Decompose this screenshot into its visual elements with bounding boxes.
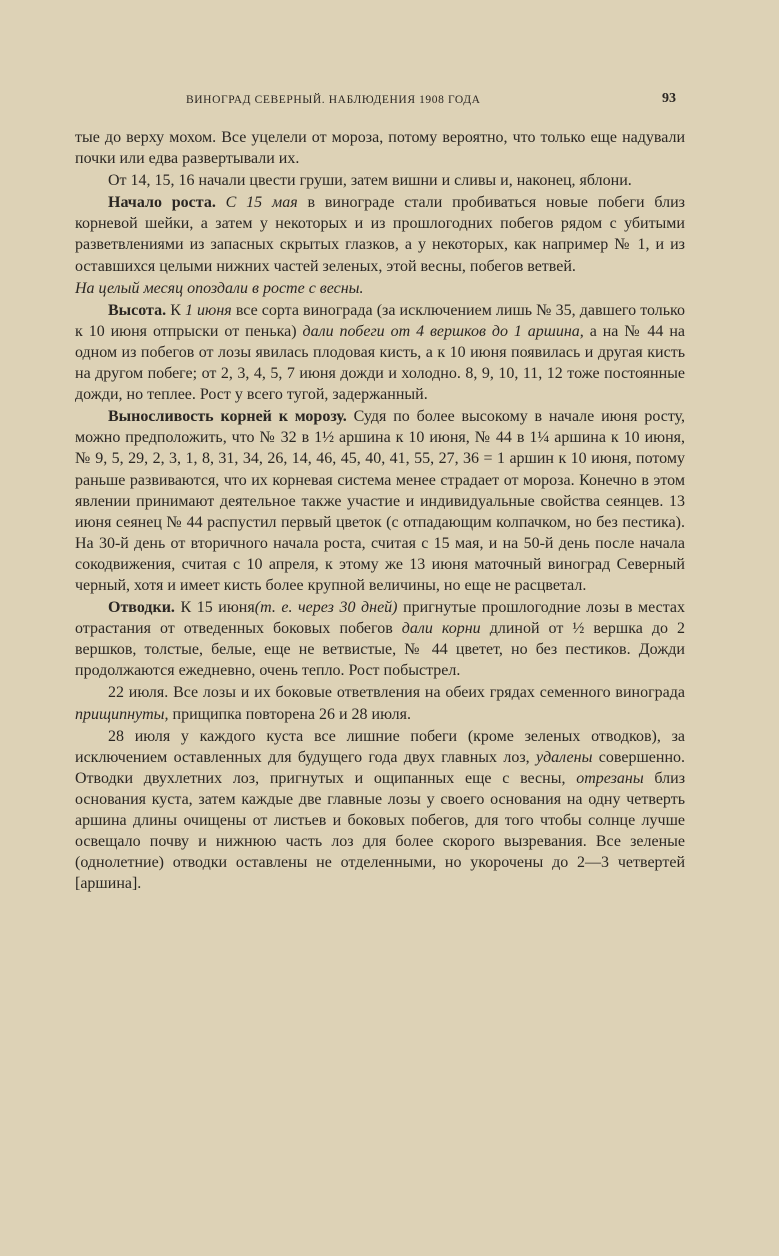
heading-frost: Выносливость корней к морозу. — [108, 408, 347, 426]
paragraph-july-28 — [75, 726, 685, 895]
height-text-b: все сорта винограда (за исключением лишь № 35, давшего только к 10 июня отпрыски от пенька) — [75, 301, 686, 340]
heading-growth-start: Начало роста. — [108, 194, 216, 212]
paragraph-layers — [75, 597, 685, 681]
emph-30-days: (т. е. через 30 дней) — [254, 599, 398, 617]
paragraph-growth-start — [75, 192, 685, 276]
emph-shoots: дали побеги от 4 вершков до 1 аршина, — [302, 322, 584, 340]
emph-removed: удалены — [536, 748, 593, 766]
july28-text-b: совершенно. Отводки двухлетних лоз, пригнутых и ощипанных еще с весны, — [75, 748, 686, 787]
month-late-text: На целый месяц опоздали в росте с весны. — [75, 279, 364, 297]
paragraph-1 — [75, 127, 685, 169]
heading-height: Высота. — [108, 301, 167, 319]
layers-text-b: пригнутые прошлогодние лозы в местах отрастания от отведенных боковых побегов — [75, 599, 686, 638]
body-text — [75, 127, 685, 894]
paragraph-july-22 — [75, 682, 685, 724]
july22-text-a: 22 июля. Все лозы и их боковые ответвления на обеих грядах семенного винограда — [108, 684, 685, 702]
layers-text-c: длиной от ½ вершка до 2 вершков, толстые, белые, еще не ветвистые, № 44 цветет, но без пестиков. Дожди продолжаются ежедневно, очень тепло. Рост побыстрел. — [75, 620, 686, 680]
july28-text-c: близ основания куста, затем каждые две главные лозы у своего основания на одну четверть аршина длины очищены от листьев и боковых побегов, для того чтобы солнце лучше освещало почву и нижнюю часть лоз для более скорого вызревания. Все зеленые (однолетние) отводки оставлены не отделенными, но укорочены до 2—3 четвертей [аршина]. — [75, 769, 686, 893]
paragraph-month-late — [75, 278, 685, 299]
emph-june-1: 1 июня — [184, 301, 232, 319]
emph-roots: дали корни — [401, 620, 481, 638]
heading-layers: Отводки. — [108, 599, 175, 617]
emph-cut: отрезаны — [576, 769, 644, 787]
page-number: 93 — [662, 91, 676, 106]
paragraph-frost — [75, 406, 685, 596]
height-text-c: а на № 44 на одном из побегов от лозы явилась плодовая кисть, а к 10 июня появилась и другая кисть на другом побеге; от 2, 3, 4, 5, 7 июня дожди и холодно. 8, 9, 10, 11, 12 тоже постоянные дожди, но теплее. Рост у всего тугой, задержанный. — [75, 322, 685, 404]
paragraph-2-text: От 14, 15, 16 начали цвести груши, затем вишни и сливы и, наконец, яблони. — [108, 172, 632, 190]
paragraph-1-text: тые до верху мохом. Все уцелели от мороза, потому вероятно, что только еще надували почки или едва развертывали их. — [75, 129, 685, 168]
paragraph-height — [75, 300, 685, 405]
layers-text-a: К 15 июня — [180, 599, 255, 617]
height-text-a: К — [170, 301, 181, 319]
paragraph-2 — [75, 170, 685, 191]
running-title: ВИНОГРАД СЕВЕРНЫЙ. НАБЛЮДЕНИЯ 1908 ГОДА — [186, 94, 481, 106]
emph-may-15: С 15 мая — [225, 194, 298, 212]
july28-text-a: 28 июля у каждого куста все лишние побеги (кроме зеленых отводков), за исключением оставленных для будущего года двух главных лоз, — [75, 727, 685, 766]
july22-text-b: прищипка повторена 26 и 28 июля. — [172, 705, 412, 723]
page-header — [0, 90, 779, 112]
emph-pinched: прищипнуты, — [75, 705, 169, 723]
growth-start-text: в винограде стали пробиваться новые побеги близ корневой шейки, а затем у некоторых и из прошлогодних побегов рядом с убитыми разветвлениями из запасных скрытых глазков, а у некоторых, как например № 1, и из оставшихся целыми нижних частей зеленых, этой весны, побегов ветвей. — [75, 194, 685, 275]
frost-text: Судя по более высокому в начале июня росту, можно предположить, что № 32 в 1½ аршина к 10 июня, № 44 в 1¼ аршина к 10 июня, № 9, 5, 29, 2, 3, 1, 8, 31, 34, 26, 14, 46, 45, 40, 41, 55, 27, 36 = 1 аршин к 10 июня, потому раньше развиваются, что их корневая система менее страдает от мороза. Конечно в этом явлении принимают деятельное также участие и индивидуальные свойства сеянцев. 13 июня сеянец № 44 распустил первый цветок (с отпадающим колпачком, но без пестика). На 30-й день от вторичного начала роста, считая с 15 мая, и на 50-й день после начала сокодвижения, считая с 10 апреля, к этому же 13 июня маточный виноград Северный черный, хотя и имеет кисть более крупной величины, но еще не расцветал. — [75, 408, 686, 594]
